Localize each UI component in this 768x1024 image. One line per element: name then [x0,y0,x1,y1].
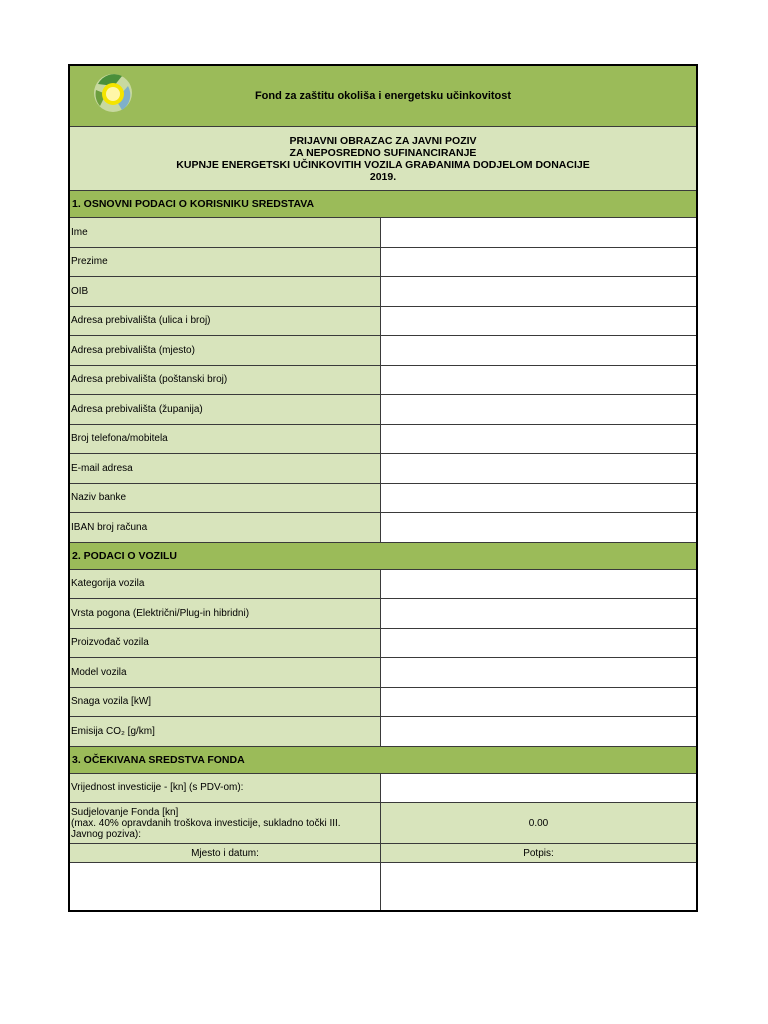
bank-name-field[interactable] [381,484,696,513]
place-date-field[interactable] [70,863,381,910]
signature-header-row [70,844,696,863]
field-label: Emisija CO₂ [g/km] [70,717,381,746]
vehicle-category-field[interactable] [381,570,696,599]
investment-value-field[interactable] [381,774,696,803]
field-row-address-city [70,336,696,366]
form-header [70,66,696,127]
field-row-oib [70,277,696,307]
field-label: Model vozila [70,658,381,687]
field-row-co2 [70,717,696,747]
field-label: Adresa prebivališta (mjesto) [70,336,381,365]
field-row-address-postal [70,366,696,396]
section-heading-funds: 3. OČEKIVANA SREDSTVA FONDA [70,747,696,774]
field-row-address-county [70,395,696,425]
section-heading-vehicle: 2. PODACI O VOZILU [70,543,696,570]
fund-share-value: 0.00 [381,803,696,843]
address-street-field[interactable] [381,307,696,336]
field-label: Vrsta pogona (Električni/Plug-in hibridni) [70,599,381,628]
last-name-field[interactable] [381,248,696,277]
form-title-line-2: ZA NEPOSREDNO SUFINANCIRANJE [289,146,477,159]
field-row-last-name [70,248,696,278]
field-label: OIB [70,277,381,306]
form-title-year: 2019. [369,170,397,183]
field-label: Snaga vozila [kW] [70,688,381,717]
form-title-line-1: PRIJAVNI OBRAZAC ZA JAVNI POZIV [289,134,477,147]
form-title-line-3: KUPNJE ENERGETSKI UČINKOVITIH VOZILA GRAĐANIMA DODJELOM DONACIJE [176,158,590,171]
field-row-address-street [70,307,696,337]
organization-name: Fond za zaštitu okoliša i energetsku učinkovitost [254,90,512,102]
postal-code-field[interactable] [381,366,696,395]
field-label: IBAN broj računa [70,513,381,542]
section-heading-applicant: 1. OSNOVNI PODACI O KORISNIKU SREDSTAVA [70,191,696,218]
field-row-phone [70,425,696,455]
address-city-field[interactable] [381,336,696,365]
field-row-iban [70,513,696,543]
field-row-model [70,658,696,688]
power-field[interactable] [381,688,696,717]
field-row-vehicle-category [70,570,696,600]
place-date-label: Mjesto i datum: [70,844,381,862]
phone-field[interactable] [381,425,696,454]
field-label: E-mail adresa [70,454,381,483]
signature-body-row [70,863,696,910]
field-label: Prezime [70,248,381,277]
field-row-drive-type [70,599,696,629]
application-form [68,64,698,912]
field-row-manufacturer [70,629,696,659]
field-label: Vrijednost investicije - [kn] (s PDV-om): [70,774,381,803]
fund-share-label: Sudjelovanje Fonda [kn] [71,806,179,818]
county-field[interactable] [381,395,696,424]
field-row-power [70,688,696,718]
field-label: Broj telefona/mobitela [70,425,381,454]
field-label: Ime [70,218,381,247]
field-label: Adresa prebivališta (poštanski broj) [70,366,381,395]
co2-emission-field[interactable] [381,717,696,746]
field-row-bank-name [70,484,696,514]
field-label: Adresa prebivališta (ulica i broj) [70,307,381,336]
field-row-investment [70,774,696,804]
iban-field[interactable] [381,513,696,542]
fund-share-note: (max. 40% opravdanih troškova investicije, sukladno točki III. [71,817,341,829]
field-row-fund-share [70,803,696,844]
first-name-field[interactable] [381,218,696,247]
field-row-email [70,454,696,484]
email-field[interactable] [381,454,696,483]
field-label: Adresa prebivališta (županija) [70,395,381,424]
field-label [70,803,381,843]
field-row-first-name [70,218,696,248]
fund-share-note-end: Javnog poziva): [71,828,142,840]
oib-field[interactable] [381,277,696,306]
form-title [70,127,696,191]
fund-logo-icon [92,72,134,114]
field-label: Proizvođač vozila [70,629,381,658]
signature-label: Potpis: [523,847,554,859]
field-label: Kategorija vozila [70,570,381,599]
signature-field[interactable] [381,863,696,910]
drive-type-field[interactable] [381,599,696,628]
model-field[interactable] [381,658,696,687]
manufacturer-field[interactable] [381,629,696,658]
field-label: Naziv banke [70,484,381,513]
